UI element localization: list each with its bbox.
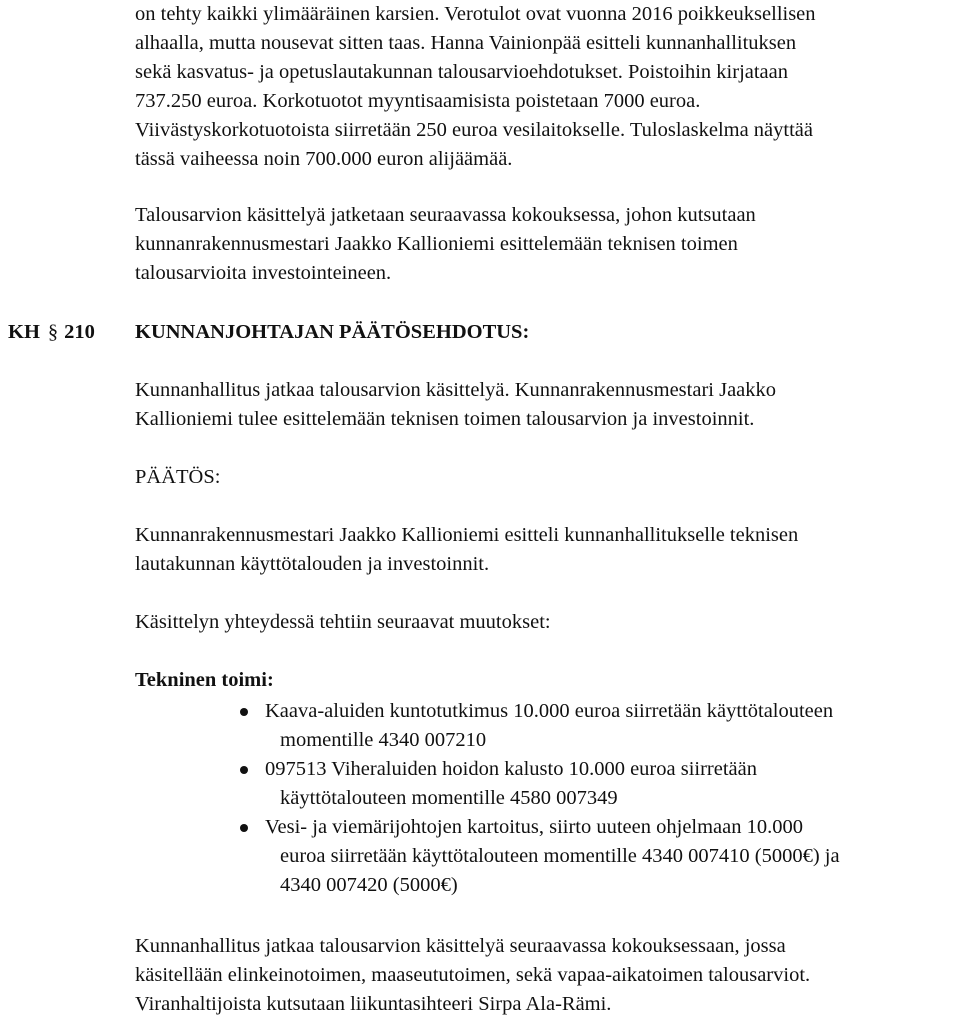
list-item-line: Kaava-aluiden kuntotutkimus 10.000 euroa siirretään käyttötalouteen	[265, 700, 834, 722]
decision-heading: PÄÄTÖS:	[135, 466, 221, 488]
closing-paragraph	[135, 932, 950, 1019]
section-number	[8, 318, 95, 347]
list-item-line: 4340 007420 (5000€)	[280, 874, 458, 896]
text-line: Kunnanhallitus jatkaa talousarvion käsittelyä seuraavassa kokouksessaan, jossa	[135, 935, 786, 957]
text-line: kunnanrakennusmestari Jaakko Kallioniemi esittelemään teknisen toimen	[135, 233, 738, 255]
text-line: talousarvioita investointeineen.	[135, 262, 392, 284]
text-line: Kunnanrakennusmestari Jaakko Kallioniemi esitteli kunnanhallitukselle teknisen	[135, 524, 799, 546]
list-item	[0, 813, 960, 900]
section-symbol: §	[47, 321, 59, 343]
list-item-line: Vesi- ja viemärijohtojen kartoitus, siirto uuteen ohjelmaan 10.000	[265, 816, 804, 838]
text-line: Talousarvion käsittelyä jatketaan seuraavassa kokouksessa, johon kutsutaan	[135, 204, 756, 226]
section-prefix: KH	[8, 321, 40, 343]
list-item	[0, 755, 960, 813]
intro-paragraph	[135, 0, 950, 174]
text-line: Viivästyskorkotuotoista siirretään 250 euroa vesilaitokselle. Tuloslaskelma näyttää	[135, 119, 813, 141]
bullet-icon	[240, 824, 248, 832]
text-line: lautakunnan käyttötalouden ja investoinnit.	[135, 553, 490, 575]
list-item-line: käyttötalouteen momentille 4580 007349	[280, 787, 618, 809]
changes-list	[0, 697, 960, 900]
section-number-value: 210	[64, 321, 95, 343]
text-line: Kallioniemi tulee esittelemään teknisen toimen talousarvion ja investoinnit.	[135, 408, 755, 430]
changes-intro: Käsittelyn yhteydessä tehtiin seuraavat muutokset:	[135, 611, 551, 633]
bullet-icon	[240, 708, 248, 716]
list-item	[0, 697, 960, 755]
proposal-heading: KUNNANJOHTAJAN PÄÄTÖSEHDOTUS:	[135, 321, 530, 343]
proposal-paragraph	[135, 376, 950, 434]
bullet-icon	[240, 766, 248, 774]
text-line: alhaalla, mutta nousevat sitten taas. Hanna Vainionpää esitteli kunnanhallituksen	[135, 32, 797, 54]
decision-paragraph	[135, 521, 950, 579]
text-line: on tehty kaikki ylimääräinen karsien. Verotulot ovat vuonna 2016 poikkeuksellisen	[135, 3, 816, 25]
text-line: sekä kasvatus- ja opetuslautakunnan talousarvioehdotukset. Poistoihin kirjataan	[135, 61, 789, 83]
text-line: tässä vaiheessa noin 700.000 euron alijäämää.	[135, 148, 513, 170]
list-item-line: euroa siirretään käyttötalouteen momentille 4340 007410 (5000€) ja	[280, 845, 840, 867]
technical-heading: Tekninen toimi:	[135, 669, 274, 691]
text-line: Viranhaltijoista kutsutaan liikuntasihteeri Sirpa Ala-Rämi.	[135, 993, 612, 1015]
text-line: käsitellään elinkeinotoimen, maaseututoimen, sekä vapaa-aikatoimen talousarviot.	[135, 964, 811, 986]
text-line: Kunnanhallitus jatkaa talousarvion käsittelyä. Kunnanrakennusmestari Jaakko	[135, 379, 777, 401]
list-item-line: 097513 Viheraluiden hoidon kalusto 10.000 euroa siirretään	[265, 758, 757, 780]
text-line: 737.250 euroa. Korkotuotot myyntisaamisista poistetaan 7000 euroa.	[135, 90, 701, 112]
list-item-line: momentille 4340 007210	[280, 729, 487, 751]
continuation-paragraph	[135, 201, 950, 288]
